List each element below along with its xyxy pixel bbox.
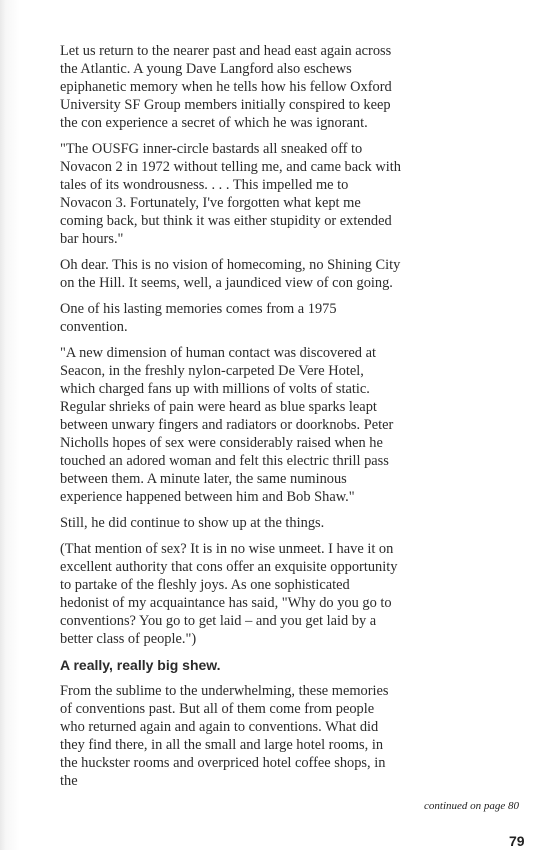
paragraph-seacon-quote: "A new dimension of human contact was discovered at Seacon, in the freshly nylon-carpeted De Vere Hotel, which charged fans up with millions of volts of static. Regular shrieks of pain were heard as blue sparks leapt between unwary fingers and radiators or doorknobs. Peter Nicholls hopes of sex were considerably raised when he touched an adored woman and felt this electric thrill pass between them. A minute later, the same numinous experience happened between him and Bob Shaw." xyxy=(60,345,394,505)
paragraph-langford-intro: Let us return to the nearer past and head east again across the Atlantic. A young Dave Langford also eschews epiphanetic memory when he tells how his fellow Oxford University SF Group members initially conspired to keep the con experience a secret of which he was ignorant. xyxy=(60,43,392,131)
page-edge-shadow xyxy=(0,0,28,850)
paragraph-sublime: From the sublime to the underwhelming, these memories of conventions past. But all of them come from people who returned again and again to conventions. What did they find there, in all the small and large hotel rooms, in the huckster rooms and overpriced hotel coffee shops, in the xyxy=(60,683,389,789)
paragraph-still: Still, he did continue to show up at the things. xyxy=(60,515,325,531)
paragraph-oh-dear: Oh dear. This is no vision of homecoming, no Shining City on the Hill. It seems, well, a jaundiced view of con going. xyxy=(60,257,401,291)
paragraph-ousfg-quote: "The OUSFG inner-circle bastards all sneaked off to Novacon 2 in 1972 without telling me, and came back with tales of its wondrousness. . . . This impelled me to Novacon 3. Fortunately, I've forgotten what kept me coming back, but think it was either stupidity or extended bar hours." xyxy=(60,141,401,247)
page-number: 79 xyxy=(509,833,525,849)
section-heading: A really, really big shew. xyxy=(60,657,221,673)
paragraph-sex-aside: (That mention of sex? It is in no wise unmeet. I have it on excellent authority that cons offer an exquisite opportunity to partake of the fleshly joys. As one sophisticated hedonist of my acquaintance has said, "Why do you go to conventions? You go to get laid – and you get laid by a better class of people.") xyxy=(60,541,398,647)
article-column xyxy=(60,42,402,798)
paragraph-lasting-memories: One of his lasting memories comes from a 1975 convention. xyxy=(60,301,337,335)
continued-note: continued on page 80 xyxy=(424,800,520,812)
